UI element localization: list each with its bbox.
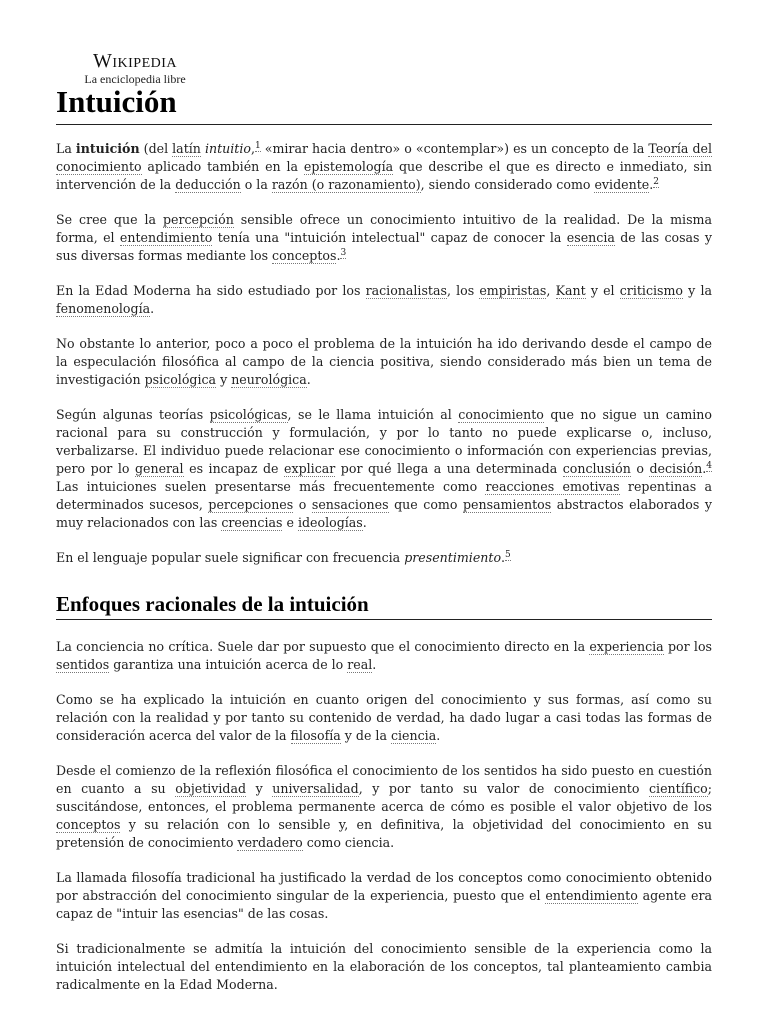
link-universalidad[interactable]: universalidad [272, 781, 359, 796]
link-decision[interactable]: decisión [649, 461, 703, 476]
link-psicologicas[interactable]: psicológicas [209, 407, 288, 422]
paragraph-2: Se cree que la percepción sensible ofrece un conocimiento intuitivo de la realidad. De la misma forma, el entendimiento tenía una "intuición intelectual" capaz de conocer la esencia de las cosas y sus diversas formas mediante los conceptos.$^3$ [56, 212, 712, 263]
paragraph-8: Como se ha explicado la intuición en cuanto origen del conocimiento y sus formas, así como su relación con la realidad y por tanto su contenido de verdad, ha dado lugar a casi todas las formas de consideración acerca del valor de la filosofía y de la ciencia. [56, 692, 712, 743]
link-objetividad[interactable]: objetividad [175, 781, 247, 796]
paragraph-5: Según algunas teorías psicológicas, se le llama intuición al conocimiento que no sigue un camino racional para su construcción y formulación, y por lo tanto no puede explicarse o, incluso, verbalizarse. El individuo puede relacionar ese conocimiento o información con experiencias previas, pero por lo general es incapaz de explicar por qué llega a una determinada conclusión o decisión.$^4$ Las intuiciones suelen presentarse más frecuentemente como reacciones emotivas repentinas a determinados sucesos, percepciones o sensaciones que como pensamientos abstractos elaborados y muy relacionados con las creencias e ideologías. [56, 407, 713, 530]
paragraph-1: La intuición (del latín intuitio,$^1$ «mirar hacia dentro» o «contemplar») es un concepto de la Teoría del conocimiento aplicado también en la epistemología que describe el que es directo e inmediato, sin intervención de la deducción o la razón (o razonamiento), siendo considerado como evidente.$^2$ [56, 140, 712, 192]
reference-1[interactable]: 1 [254, 140, 261, 151]
link-conceptos[interactable]: conceptos [272, 248, 337, 263]
link-ideologias[interactable]: ideologías [297, 515, 363, 530]
reference-2[interactable]: 2 [653, 176, 659, 187]
italic-term: intuitio [204, 141, 251, 156]
paragraph-6: En el lenguaje popular suele significar con frecuencia presentimiento.$^5$ [56, 549, 511, 565]
link-cientifico[interactable]: científico [648, 781, 708, 796]
page-title: Intuición [56, 82, 712, 125]
link-entendimiento[interactable]: entendimiento [119, 230, 213, 245]
link-verdadero[interactable]: verdadero [237, 835, 303, 850]
link-epistemologia[interactable]: epistemología [303, 159, 394, 174]
link-fenomenologia[interactable]: fenomenología [56, 301, 151, 316]
link-pensamientos[interactable]: pensamientos [462, 497, 552, 512]
paragraph-11: Si tradicionalmente se admitía la intuición del conocimiento sensible de la experiencia como la intuición intelectual del entendimiento en la elaboración de los conceptos, tal planteamiento cambia radicalmente en la Edad Moderna. [56, 941, 712, 992]
paragraph-7: La conciencia no crítica. Suele dar por supuesto que el conocimiento directo en la experiencia por los sentidos garantiza una intuición acerca de lo real. [56, 639, 712, 672]
link-esencia[interactable]: esencia [566, 230, 615, 245]
link-neurologica[interactable]: neurológica [231, 372, 307, 387]
italic-term: presentimiento [404, 550, 502, 565]
link-sentidos[interactable]: sentidos [56, 657, 110, 672]
article-body [56, 140, 712, 1011]
link-ciencia[interactable]: ciencia [390, 728, 437, 743]
logo-wordmark: Wikipedia [92, 50, 178, 72]
link-deduccion[interactable]: deducción [175, 177, 241, 192]
link-experiencia[interactable]: experiencia [589, 639, 664, 654]
reference-3[interactable]: 3 [340, 247, 347, 258]
link-filosofia[interactable]: filosofía [290, 728, 341, 743]
paragraph-9: Desde el comienzo de la reflexión filosófica el conocimiento de los sentidos ha sido puesto en cuestión en cuanto a su objetividad y universalidad, y por tanto su valor de conocimiento científico; suscitándose, entonces, el problema permanente acerca de cómo es posible el valor objetivo de los conceptos y su relación con lo sensible y, en definitiva, la objetividad del conocimiento en su pretensión de conocimiento verdadero como ciencia. [56, 763, 713, 850]
paragraph-3: En la Edad Moderna ha sido estudiado por los racionalistas, los empiristas, Kant y el criticismo y la fenomenología. [56, 283, 712, 316]
link-razon[interactable]: razón (o razonamiento) [271, 177, 421, 192]
logo-tagline: La enciclopedia libre [84, 72, 186, 86]
link-latin[interactable]: latín [172, 141, 201, 156]
link-general[interactable]: general [134, 461, 184, 476]
link-psicologica[interactable]: psicológica [144, 372, 217, 387]
link-conceptos[interactable]: conceptos [56, 817, 121, 832]
link-percepcion[interactable]: percepción [162, 212, 234, 227]
link-explicar[interactable]: explicar [284, 461, 336, 476]
link-criticismo[interactable]: criticismo [619, 283, 684, 298]
link-evidente[interactable]: evidente [594, 177, 650, 192]
link-reacciones-emotivas[interactable]: reacciones emotivas [485, 479, 620, 494]
link-teoria-del-conocimiento[interactable]: Teoría del conocimiento [56, 141, 712, 174]
reference-4[interactable]: 4 [706, 460, 713, 471]
link-kant[interactable]: Kant [555, 283, 586, 298]
link-conocimiento[interactable]: conocimiento [458, 407, 544, 422]
reference-5[interactable]: 5 [505, 549, 511, 560]
paragraph-10: La llamada filosofía tradicional ha justificado la verdad de los conceptos como conocimiento obtenido por abstracción del conocimiento singular de la experiencia, puesto que el entendimiento agente era capaz de "intuir las esencias" de las cosas. [56, 870, 712, 921]
paragraph-4: No obstante lo anterior, poco a poco el problema de la intuición ha ido derivando desde el campo de la especulación filosófica al campo de la ciencia positiva, siendo considerado más bien un tema de investigación psicológica y neurológica. [56, 336, 712, 387]
link-creencias[interactable]: creencias [221, 515, 283, 530]
link-entendimiento[interactable]: entendimiento [545, 888, 638, 903]
link-empiristas[interactable]: empiristas [479, 283, 547, 298]
link-conclusion[interactable]: conclusión [562, 461, 631, 476]
link-sensaciones[interactable]: sensaciones [311, 497, 389, 512]
link-percepciones[interactable]: percepciones [208, 497, 294, 512]
wikipedia-logo[interactable] [74, 50, 196, 86]
link-racionalistas[interactable]: racionalistas [365, 283, 447, 298]
section-heading: Enfoques racionales de la intuición [56, 591, 712, 620]
bold-term: intuición [75, 141, 140, 156]
link-real[interactable]: real [347, 657, 373, 672]
